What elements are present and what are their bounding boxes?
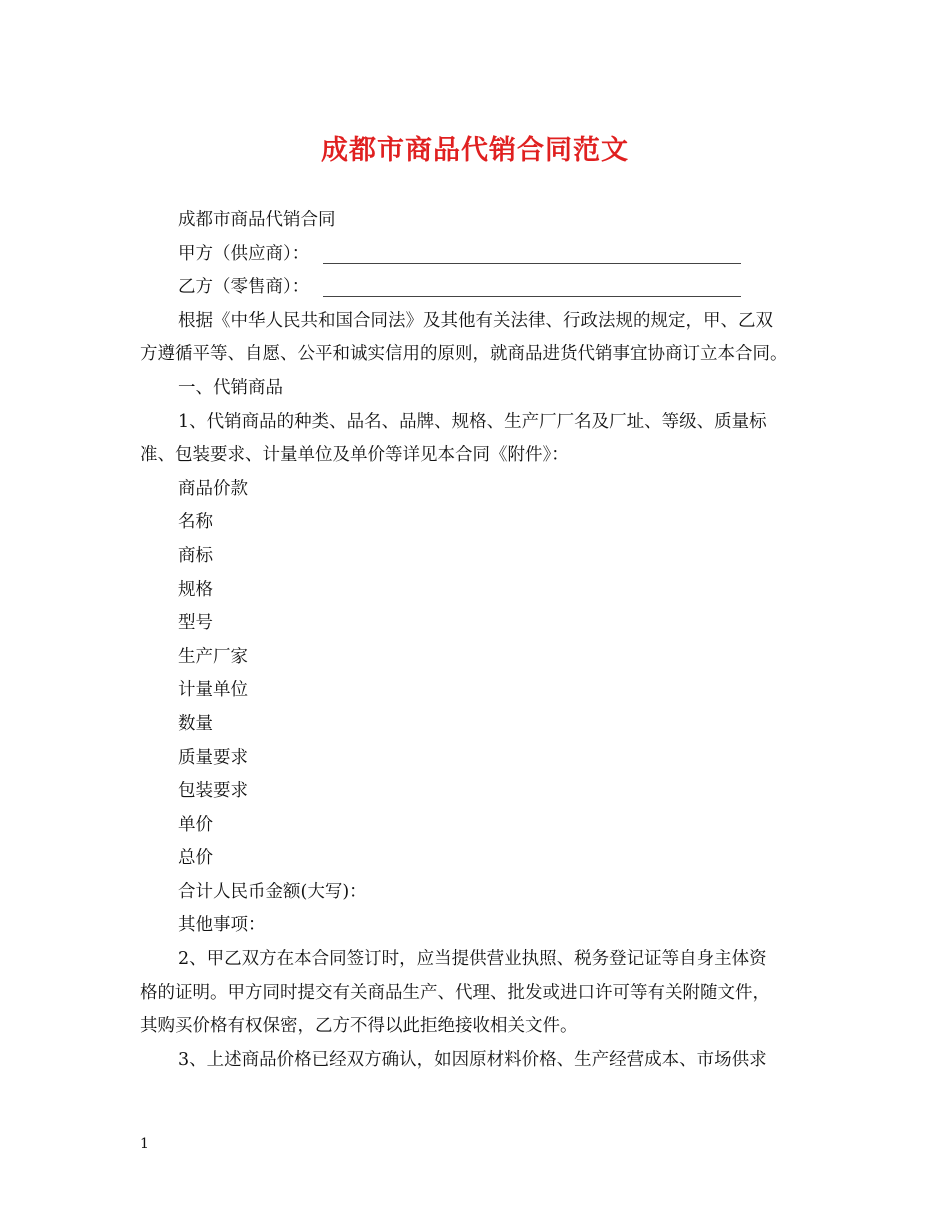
intro-line-1: 根据《中华人民共和国合同法》及其他有关法律、行政法规的规定，甲、乙双 <box>178 310 773 331</box>
page-number: 1 <box>140 1136 149 1152</box>
clause-3-line-1: 3、上述商品价格已经双方确认，如因原材料价格、生产经营成本、市场供求 <box>178 1049 767 1070</box>
clause-1-line-2: 准、包装要求、计量单位及单价等详见本合同《附件》： <box>140 445 569 466</box>
party-b-label: 乙方（零售商）： <box>178 277 310 298</box>
document-body <box>140 204 812 1077</box>
section-heading-1: 一、代销商品 <box>178 377 283 398</box>
list-item: 合计人民币金额(大写)： <box>178 881 367 902</box>
list-item: 规格 <box>178 579 213 600</box>
party-b-row <box>140 271 812 305</box>
list-item: 计量单位 <box>178 680 248 701</box>
list-item: 总价 <box>178 848 213 869</box>
party-a-label: 甲方（供应商）： <box>178 243 310 264</box>
party-b-blank-line <box>323 296 741 297</box>
list-item: 包装要求 <box>178 781 248 802</box>
clause-2-line-3: 其购买价格有权保密，乙方不得以此拒绝接收相关文件。 <box>140 1016 578 1037</box>
list-item: 其他事项： <box>178 915 266 936</box>
party-a-blank-line <box>323 263 741 264</box>
list-item: 生产厂家 <box>178 646 248 667</box>
party-a-row <box>140 238 812 272</box>
clause-1-line-1: 1、代销商品的种类、品名、品牌、规格、生产厂厂名及厂址、等级、质量标 <box>178 411 767 432</box>
document-title: 成都市商品代销合同范文 <box>321 135 629 166</box>
clause-2-line-2: 格的证明。甲方同时提交有关商品生产、代理、批发或进口许可等有关附随文件， <box>140 982 770 1003</box>
list-item: 名称 <box>178 512 213 533</box>
list-item: 单价 <box>178 814 213 835</box>
contract-name-line: 成都市商品代销合同 <box>178 210 336 230</box>
list-item: 商品价款 <box>178 478 248 499</box>
clause-2-line-1: 2、甲乙双方在本合同签订时，应当提供营业执照、税务登记证等自身主体资 <box>178 949 767 970</box>
list-item: 质量要求 <box>178 747 248 768</box>
intro-line-2: 方遵循平等、自愿、公平和诚实信用的原则，就商品进货代销事宜协商订立本合同。 <box>140 344 788 365</box>
list-item: 型号 <box>178 613 213 634</box>
list-item: 数量 <box>178 713 213 734</box>
list-item: 商标 <box>178 545 213 566</box>
